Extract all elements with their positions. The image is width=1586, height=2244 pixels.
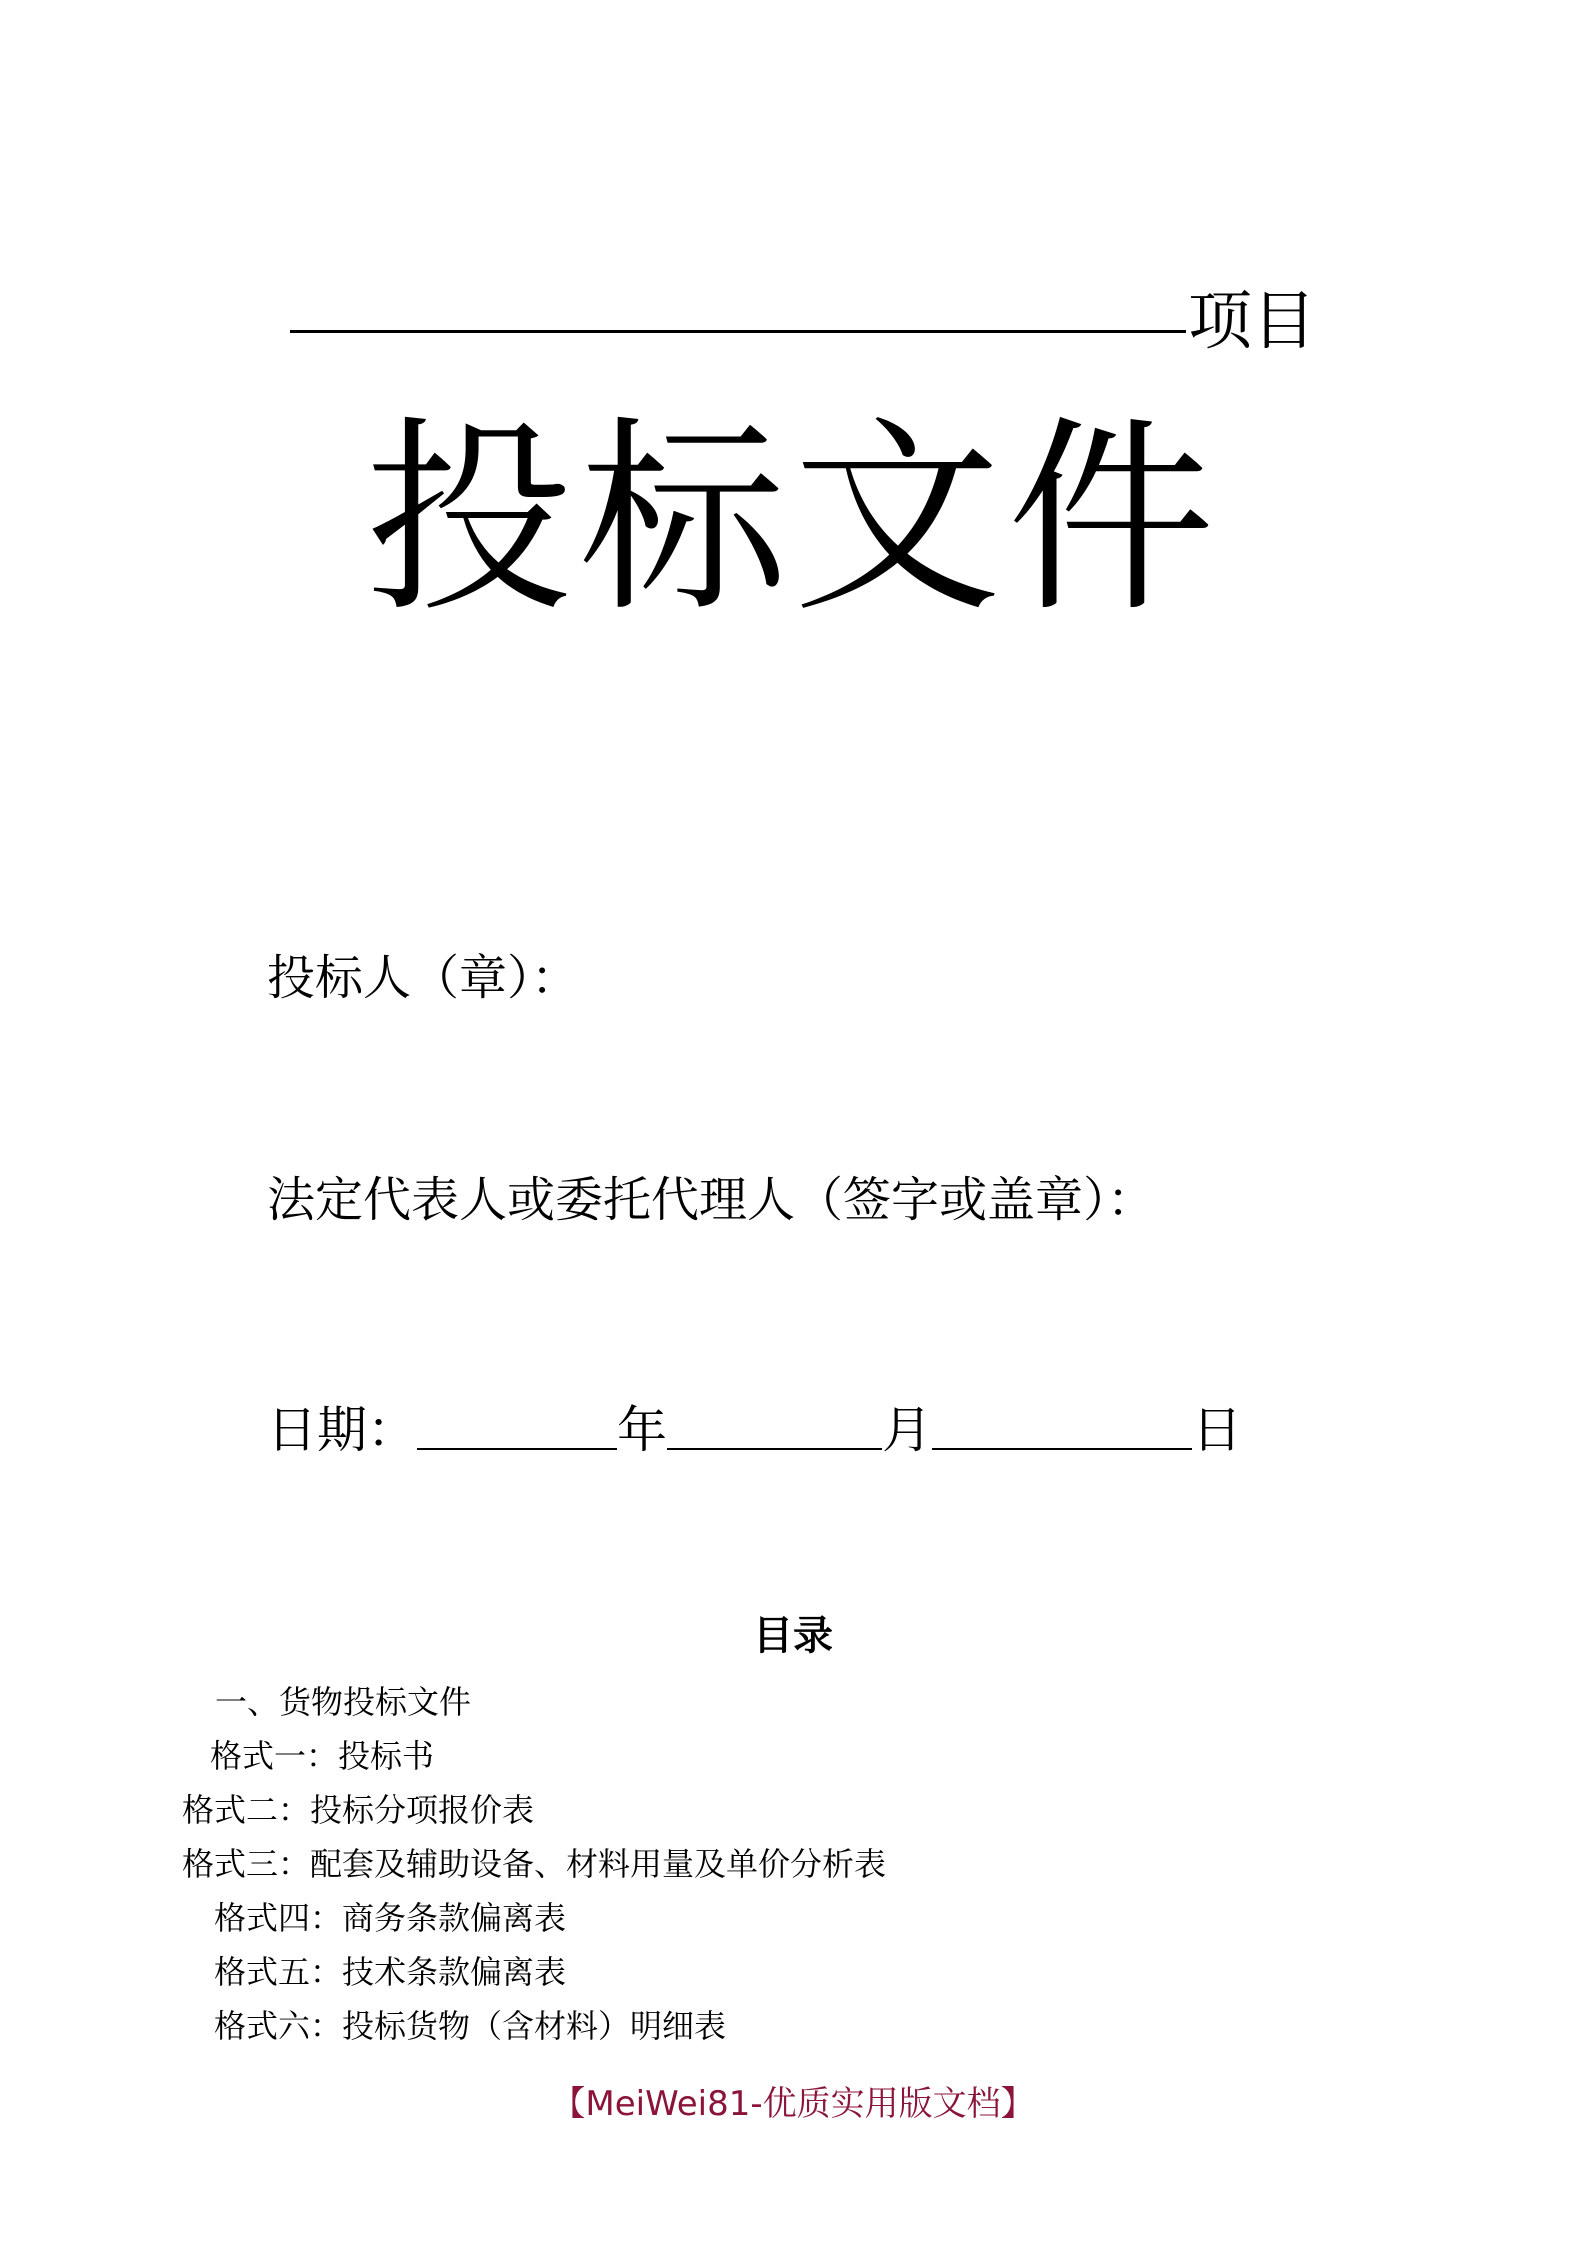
day-label: 日: [1192, 1401, 1242, 1459]
year-blank: [417, 1448, 617, 1450]
month-label: 月: [882, 1401, 932, 1459]
toc-item: 格式六：投标货物（含材料）明细表: [214, 2007, 727, 2045]
toc-title: 目录: [753, 1613, 833, 1659]
year-label: 年: [617, 1401, 667, 1459]
document-title: 投标文件: [365, 399, 1221, 641]
date-row: [267, 1398, 1242, 1458]
toc-item: 格式五：技术条款偏离表: [214, 1953, 567, 1991]
footer-watermark: 【MeiWei81-优质实用版文档】: [551, 2084, 1035, 2124]
toc-item: 格式四：商务条款偏离表: [214, 1899, 567, 1937]
month-blank: [667, 1448, 882, 1450]
date-label: 日期：: [267, 1401, 417, 1459]
bidder-seal-label: 投标人（章）：: [267, 950, 580, 1006]
day-blank: [932, 1448, 1192, 1450]
toc-item: 格式三：配套及辅助设备、材料用量及单价分析表: [182, 1845, 887, 1883]
project-name-blank: [290, 330, 1186, 333]
toc-item: 一、货物投标文件: [215, 1683, 472, 1721]
project-suffix: 项目: [1188, 285, 1316, 359]
toc-item: 格式一：投标书: [210, 1737, 435, 1775]
toc-item: 格式二：投标分项报价表: [182, 1791, 535, 1829]
representative-signature-label: 法定代表人或委托代理人（签字或盖章）：: [267, 1172, 1156, 1228]
